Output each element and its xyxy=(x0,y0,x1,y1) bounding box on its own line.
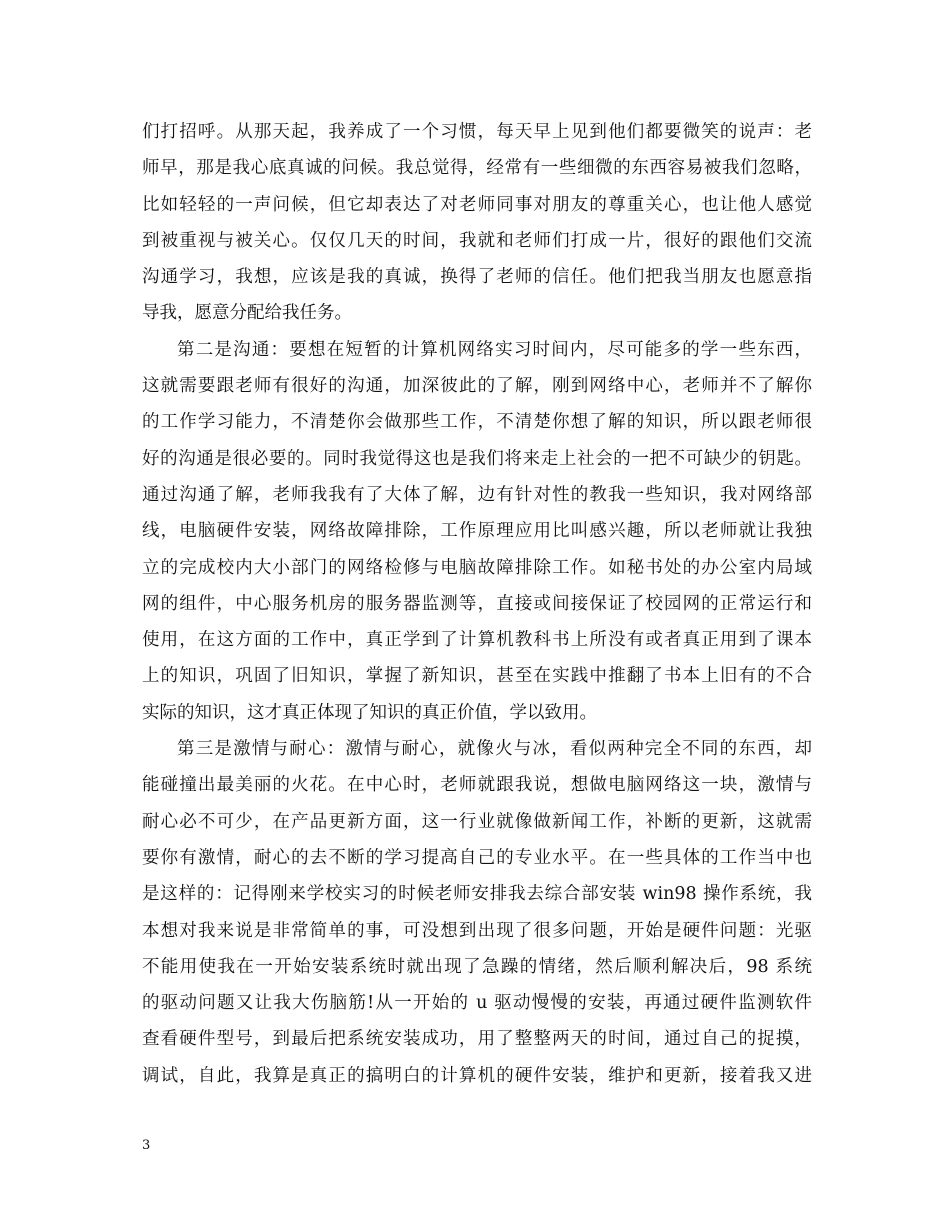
text-line: 查看硬件型号，到最后把系统安装成功，用了整整两天的时间，通过自己的捉摸， xyxy=(142,1029,812,1050)
text-line: 们打招呼。从那天起，我养成了一个习惯，每天早上见到他们都要微笑的说声：老 xyxy=(142,122,812,142)
paragraph-start-line: 第二是沟通：要想在短暂的计算机网络实习时间内，尽可能多的学一些东西， xyxy=(177,339,812,360)
text-line: 能碰撞出最美丽的火花。在中心时，老师就跟我说，想做电脑网络这一块，激情与 xyxy=(142,775,812,796)
text-line: 要你有激情，耐心的去不断的学习提高自己的专业水平。在一些具体的工作当中也 xyxy=(142,847,812,868)
text-line: 线，电脑硬件安装，网络故障排除，工作原理应用比叫感兴趣，所以老师就让我独 xyxy=(142,521,812,542)
text-line: 到被重视与被关心。仅仅几天的时间，我就和老师们打成一片，很好的跟他们交流 xyxy=(142,230,812,251)
text-line: 立的完成校内大小部门的网络检修与电脑故障排除工作。如秘书处的办公室内局域 xyxy=(142,557,812,578)
text-line: 上的知识，巩固了旧知识，掌握了新知识，甚至在实践中推翻了书本上旧有的不合 xyxy=(142,666,812,687)
text-line: 调试，自此，我算是真正的搞明白的计算机的硬件安装，维护和更新，接着我又进 xyxy=(142,1065,812,1086)
text-line: 本想对我来说是非常简单的事，可没想到出现了很多问题，开始是硬件问题：光驱 xyxy=(142,920,812,941)
text-line: 比如轻轻的一声问候，但它却表达了对老师同事对朋友的尊重关心，也让他人感觉 xyxy=(142,194,812,215)
text-line: 沟通学习，我想，应该是我的真诚，换得了老师的信任。他们把我当朋友也愿意指 xyxy=(142,267,812,288)
page-number: 3 xyxy=(142,1138,151,1153)
body-text xyxy=(142,114,812,1094)
text-line: 不能用使我在一开始安装系统时就出现了急躁的情绪，然后顺利解决后，98 系统 xyxy=(142,956,812,977)
text-line: 这就需要跟老师有很好的沟通，加深彼此的了解，刚到网络中心，老师并不了解你 xyxy=(142,376,812,397)
text-line: 使用，在这方面的工作中，真正学到了计算机教科书上所没有或者真正用到了课本 xyxy=(142,630,812,651)
text-line: 网的组件，中心服务机房的服务器监测等，直接或间接保证了校园网的正常运行和 xyxy=(142,593,812,614)
text-line: 是这样的：记得刚来学校实习的时候老师安排我去综合部安装 win98 操作系统，我 xyxy=(142,884,812,905)
text-line: 的工作学习能力，不清楚你会做那些工作，不清楚你想了解的知识，所以跟老师很 xyxy=(142,412,812,433)
text-line: 的驱动问题又让我大伤脑筋!从一开始的 u 驱动慢慢的安装，再通过硬件监测软件 xyxy=(142,993,812,1014)
text-line: 实际的知识，这才真正体现了知识的真正价值，学以致用。 xyxy=(142,702,597,723)
text-line: 通过沟通了解，老师我我有了大体了解，边有针对性的教我一些知识，我对网络部 xyxy=(142,484,812,505)
text-line: 师早，那是我心底真诚的问候。我总觉得，经常有一些细微的东西容易被我们忽略， xyxy=(142,158,812,179)
text-line: 导我，愿意分配给我任务。 xyxy=(142,303,352,324)
text-line: 好的沟通是很必要的。同时我觉得这也是我们将来走上社会的一把不可缺少的钥匙。 xyxy=(142,448,812,469)
paragraph-start-line: 第三是激情与耐心：激情与耐心，就像火与冰，看似两种完全不同的东西，却 xyxy=(177,739,812,760)
text-line: 耐心必不可少，在产品更新方面，这一行业就像做新闻工作，补断的更新，这就需 xyxy=(142,811,812,832)
